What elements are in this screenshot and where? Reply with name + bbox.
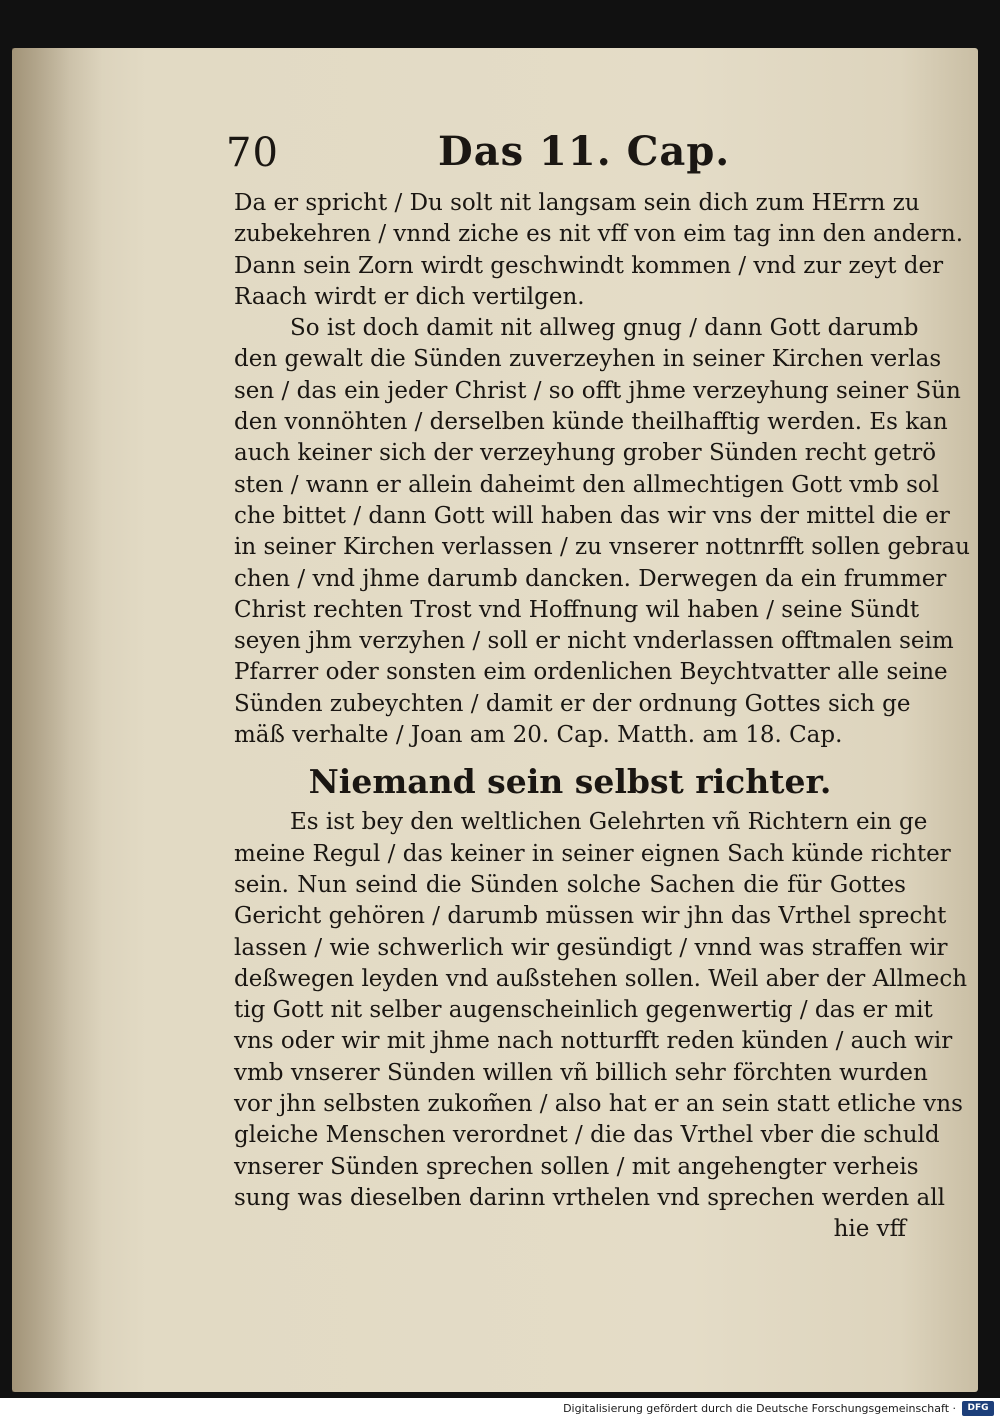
text-line: Es ist bey den weltlichen Gelehrten vñ Richtern ein ge — [290, 809, 928, 836]
text-line: den vonnöhten / derselben künde theilhafftig werden. Es kan — [234, 409, 948, 436]
text-line: Sünden zubeychten / damit er der ordnung Gottes sich ge — [234, 690, 911, 717]
page-number: 70 — [226, 130, 279, 176]
text-line: vnserer Sünden sprechen sollen / mit angehengter verheis — [234, 1153, 919, 1180]
funding-notice: Digitalisierung gefördert durch die Deutsche Forschungsgemeinschaft · — [563, 1402, 956, 1415]
text-line: den gewalt die Sünden zuverzeyhen in seiner Kirchen verlas — [234, 346, 942, 373]
text-line: lassen / wie schwerlich wir gesündigt / vnnd was straffen wir — [234, 934, 948, 961]
paragraph-1 — [234, 188, 964, 313]
text-line: deßwegen leyden vnd außstehen sollen. Weil aber der Allmech — [234, 965, 968, 992]
text-line: Christ rechten Trost vnd Hoffnung wil haben / seine Sündt — [234, 596, 920, 623]
text-line: Gericht gehören / darumb müssen wir jhn das Vrthel sprecht — [234, 903, 947, 930]
text-line: Dann sein Zorn wirdt geschwindt kommen / vnd zur zeyt der — [234, 252, 944, 279]
text-line: Da er spricht / Du solt nit langsam sein dich zum HErrn zu — [234, 190, 920, 216]
text-line: meine Regul / das keiner in seiner eignen Sach künde richter — [234, 840, 951, 867]
text-line: seyen jhm verzyhen / soll er nicht vnderlassen offtmalen seim — [234, 628, 954, 655]
text-line: sten / wann er allein daheimt den allmechtigen Gott vmb sol — [234, 471, 940, 498]
text-line: Pfarrer oder sonsten eim ordenlichen Beychtvatter alle seine — [234, 659, 948, 686]
text-line: mäß verhalte / Joan am 20. Cap. Matth. am 18. Cap. — [234, 722, 843, 749]
section-heading: Niemand sein selbst richter. — [308, 762, 832, 802]
text-line: sung was dieselben darinn vrthelen vnd sprechen werden all — [234, 1184, 945, 1211]
text-line: tig Gott nit selber augenscheinlich gegenwertig / das er mit — [234, 997, 933, 1024]
text-line: che bittet / dann Gott will haben das wir vns der mittel die er — [234, 502, 950, 529]
text-line: Raach wirdt er dich vertilgen. — [234, 283, 585, 310]
text-line: sein. Nun seind die Sünden solche Sachen die für Gottes — [234, 871, 906, 898]
text-line: vns oder wir mit jhme nach notturfft reden künden / auch wir — [234, 1028, 953, 1055]
text-line: So ist doch damit nit allweg gnug / dann Gott darumb — [290, 315, 919, 342]
text-line: chen / vnd jhme darumb dancken. Derwegen da ein frummer — [234, 565, 947, 592]
footer-bar — [0, 1398, 1000, 1420]
text-line: zubekehren / vnnd ziche es nit vff von eim tag inn den andern. — [234, 221, 964, 248]
paragraph-2 — [234, 313, 970, 751]
running-head: Das 11. Cap. — [438, 128, 731, 175]
catchword: hie vff — [833, 1216, 906, 1243]
text-line: auch keiner sich der verzeyhung grober Sünden recht getrö — [234, 440, 937, 467]
text-line: in seiner Kirchen verlassen / zu vnserer nottnrfft sollen gebrau — [234, 534, 970, 561]
paragraph-3 — [234, 807, 968, 1245]
text-line: vmb vnserer Sünden willen vñ billich sehr förchten wurden — [234, 1059, 928, 1086]
dfg-logo: DFG — [962, 1401, 994, 1416]
body-text — [234, 188, 970, 1246]
text-line: sen / das ein jeder Christ / so offt jhme verzeyhung seiner Sün — [234, 377, 961, 404]
text-line: gleiche Menschen verordnet / die das Vrthel vber die schuld — [234, 1122, 940, 1149]
text-line: vor jhn selbsten zukom̃en / also hat er an sein statt etliche vns — [234, 1091, 963, 1118]
